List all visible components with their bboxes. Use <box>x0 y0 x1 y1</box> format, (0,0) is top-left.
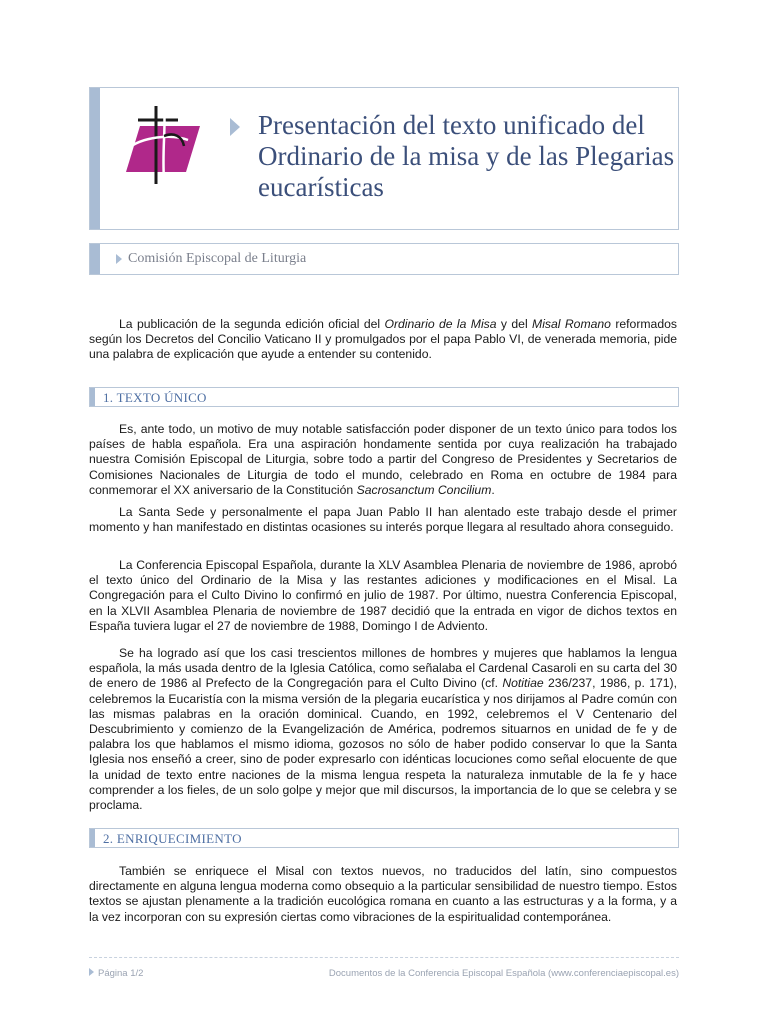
title-arrow-icon <box>230 118 240 136</box>
subtitle-box <box>89 243 679 275</box>
section-heading-label: 1. TEXTO ÚNICO <box>103 390 207 405</box>
subtitle-accent-bar <box>90 244 100 274</box>
section1-paragraph-3: La Conferencia Episcopal Española, durante la XLV Asamblea Plenaria de noviembre de 1986, aprobó el texto único del Ordinario de la Misa y las restantes adiciones y modificaciones en el Misal. La Congregación para el Culto Divino lo confirmó en julio de 1987. Por último, nuestra Conferencia Episcopal, en la XLVII Asamblea Plenaria de noviembre de 1987 decidió que la entrada en vigor de dichos textos en España tuviera lugar el 27 de noviembre de 1988, Domingo I de Adviento. <box>89 558 677 633</box>
footer-page-number <box>89 968 143 979</box>
section1-paragraph-2: La Santa Sede y personalmente el papa Juan Pablo II han alentado este trabajo desde el primer momento y han manifestado en distintas ocasiones su interés porque llegara al resultado ahora conseguido. <box>89 505 677 535</box>
title-box <box>89 87 679 230</box>
section-heading-enriquecimiento <box>89 828 679 848</box>
page-label: Página 1/2 <box>98 968 144 979</box>
footer-source: Documentos de la Conferencia Episcopal Española (www.conferenciaepiscopal.es) <box>328 968 679 979</box>
section-accent-bar <box>90 829 95 847</box>
footer-divider <box>89 957 679 958</box>
section2-paragraph-1: También se enriquece el Misal con textos nuevos, no traducidos del latín, sino compuestos directamente en alguna lengua moderna como obsequio a la particular sensibilidad de nuestro tiempo. Estos textos se ajustan plenamente a la tradición eucológica romana en cuanto a las estructuras y a la forma, y a la vez incorporan con su expresión ciertas como vibraciones de la espiritualidad contemporánea. <box>89 864 677 924</box>
title-accent-bar <box>90 88 100 229</box>
document-title: Presentación del texto unificado del Ordinario de la misa y de las Plegarias eucarísticas <box>258 110 675 202</box>
section1-paragraph-4: Se ha logrado así que los casi trescientos millones de hombres y mujeres que hablamos la lengua española, la más usada dentro de la Iglesia Católica, como señalaba el Cardenal Casaroli en su carta del 30 de enero de 1986 al Prefecto de la Congregación para el Culto Divino (cf. Notitiae 236/237, 1986, p. 171), celebremos la Eucaristía con la misma versión de la plegaria eucarística y nos dirijamos al Padre común con las mismas palabras en la oración dominical. Cuando, en 1992, celebremos el V Centenario del Descubrimiento y comienzo de la Evangelización de América, podremos situarnos en unidad de fe y de palabra los que hablamos el mismo idioma, gozosos no sólo de haber podido conservar lo que la Santa Iglesia nos enseñó a creer, sino de poder expresarlo con idénticas locuciones como señal elocuente de que la unidad de texto entre naciones de la misma lengua respeta la naturaleza inmutable de la fe y hace comprender a los fieles, de un solo golpe y mejor que mil discursos, la importancia de lo que se celebra y se proclama. <box>89 646 677 813</box>
document-subtitle: Comisión Episcopal de Liturgia <box>128 251 307 266</box>
episcopal-cross-logo-icon <box>122 106 202 184</box>
section-heading-label: 2. ENRIQUECIMIENTO <box>103 831 242 846</box>
footer-arrow-icon <box>89 968 94 976</box>
section1-paragraph-1: Es, ante todo, un motivo de muy notable satisfacción poder disponer de un texto único para todos los países de habla española. Era una aspiración hondamente sentida por cuya realización ha trabajado nuestra Comisión Episcopal de Liturgia, sobre todo a partir del Congreso de Presidentes y Secretarios de Comisiones Nacionales de Liturgia de todo el mundo, celebrado en Roma en octubre de 1984 para conmemorar el XX aniversario de la Constitución Sacrosanctum Concilium. <box>89 422 677 497</box>
section-accent-bar <box>90 388 95 406</box>
section-heading-texto-unico <box>89 387 679 407</box>
subtitle-arrow-icon <box>116 254 122 264</box>
intro-paragraph: La publicación de la segunda edición oficial del Ordinario de la Misa y del Misal Romano reformados según los Decretos del Concilio Vaticano II y promulgados por el papa Pablo VI, de venerada memoria, pide una palabra de explicación que ayude a entender su contenido. <box>89 317 677 362</box>
